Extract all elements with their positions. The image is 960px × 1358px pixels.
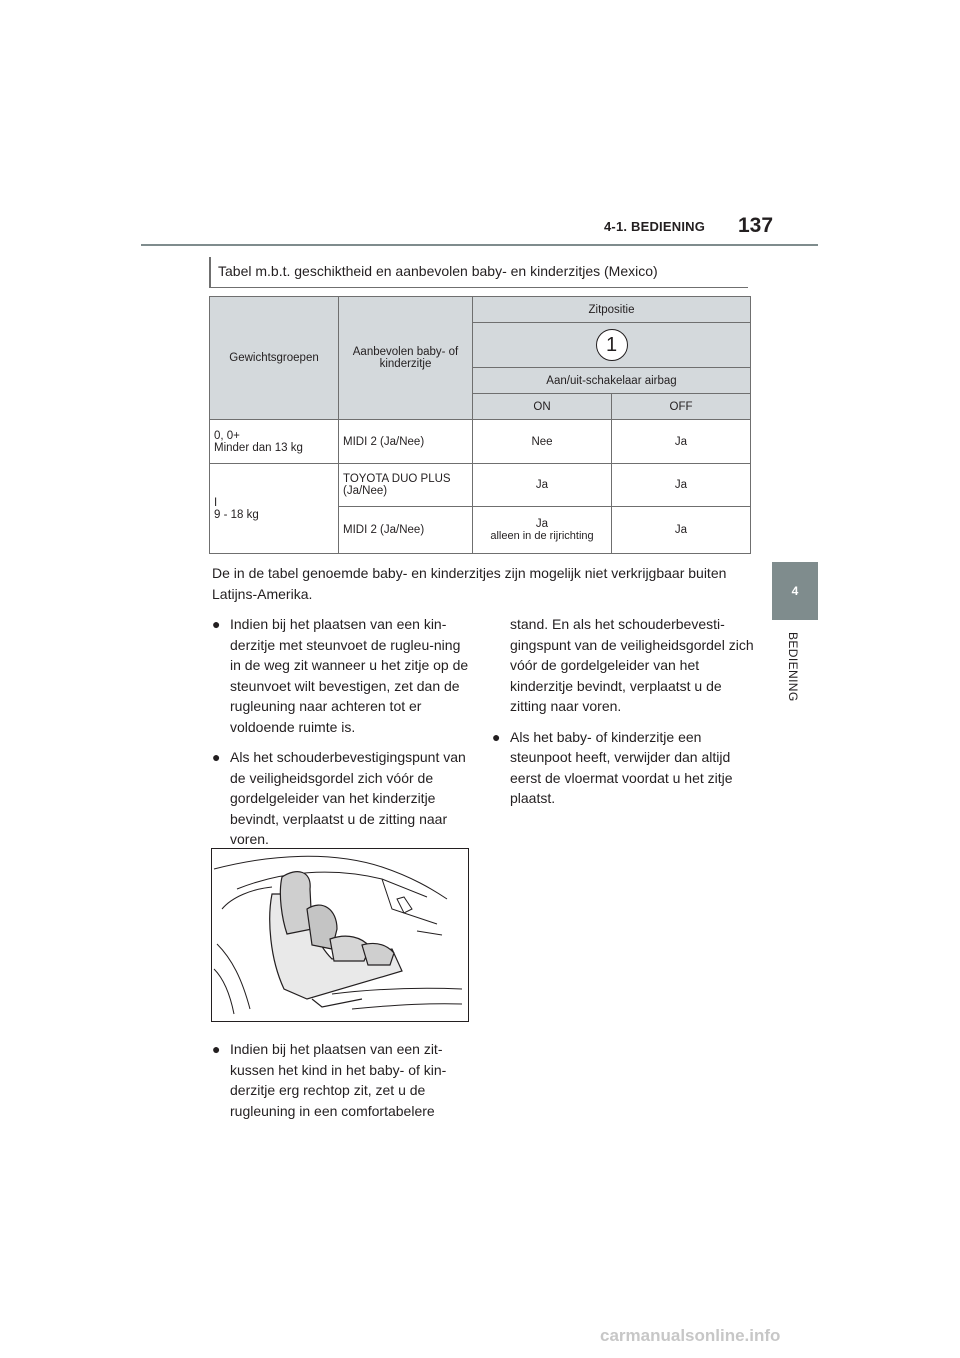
header-recommended-seat: Aanbevolen baby- of kinderzitje [339,297,473,420]
chapter-tab [772,562,818,620]
header-on: ON [473,394,612,420]
chapter-side-label: BEDIENING [786,632,800,702]
header-weight-groups: Gewichtsgroepen [210,297,339,420]
page-number: 137 [738,214,774,237]
on-cell: Nee [473,420,612,464]
table-row [210,420,751,464]
left-column [212,614,474,860]
on-cell: Ja [473,464,612,507]
list-item [212,747,474,850]
weight-group-range: 9 - 18 kg [214,508,259,521]
bullet-icon: ● [212,1041,221,1057]
off-cell: Ja [612,507,751,554]
header-airbag-switch: Aan/uit-schakelaar airbag [473,368,751,394]
bullet-text: Indien bij het plaatsen van een zit-kussen het kind in het baby- of kin-derzitje erg rechtop zit, zet u de rugleuning in een comfortabelere [230,1041,447,1119]
off-cell: Ja [612,420,751,464]
bullet-icon: ● [212,616,221,632]
bullet-icon: ● [212,749,221,765]
bullet-text: stand. En als het schouderbevesti-gingspunt van de veiligheidsgordel zich vóór de gordelgeleider van het kinderzitje bevindt, verplaatst u de zitting naar voren. [510,616,754,714]
left-column-bottom [212,1039,474,1131]
on-value: Ja [535,518,549,530]
continuation-text [492,614,754,717]
table-caption: Tabel m.b.t. geschiktheid en aanbevolen baby- en kinderzitjes (Mexico) [218,263,658,279]
bullet-text: Als het schouderbevestigingspunt van de veiligheidsgordel zich vóór de gordelgeleider van het kinderzitje bevindt, verplaatst u de zitting naar voren. [230,749,466,847]
child-seat-illustration [211,848,469,1022]
bullet-text: Als het baby- of kinderzitje een steunpoot heeft, verwijder dan altijd eerst de vloermat voordat u het zitje plaatst. [510,728,733,806]
on-note: alleen in de rijrichting [490,530,594,542]
suitability-table [209,296,751,554]
right-column [492,614,754,819]
on-cell [473,507,612,554]
weight-group-label: I [214,496,218,509]
header-rule [141,244,818,246]
list-item [212,614,474,737]
header-off: OFF [612,394,751,420]
header-seat-position: Zitpositie [473,297,751,323]
chapter-number: 4 [791,584,799,598]
car-seat-drawing [212,849,468,1021]
table-note: De in de tabel genoemde baby- en kinderzitjes zijn mogelijk niet verkrijgbaar buiten Latijns-Amerika. [212,565,727,602]
section-label: 4-1. BEDIENING [604,219,706,234]
weight-group-cell [210,464,339,554]
list-item [492,727,754,809]
header-position-cell [473,323,751,368]
off-cell: Ja [612,464,751,507]
bullet-icon: ● [492,728,501,745]
seat-cell: TOYOTA DUO PLUS (Ja/Nee) [339,464,473,507]
weight-group-label: 0, 0+ [214,429,240,442]
watermark: carmanualsonline.info [600,1326,781,1345]
seat-cell: MIDI 2 (Ja/Nee) [339,507,473,554]
weight-group-range: Minder dan 13 kg [214,441,303,454]
bullet-text: Indien bij het plaatsen van een kin-derzitje met steunvoet de rugleu-ning in de weg zit wanneer u het zitje op de steunvoet wilt bevestigen, zet dan de rugleuning naar achteren tot er voldoende ruimte is. [230,616,469,735]
weight-group-cell [210,420,339,464]
position-number-badge: 1 [596,329,628,361]
list-item [212,1039,474,1121]
table-row [210,464,751,507]
seat-cell: MIDI 2 (Ja/Nee) [339,420,473,464]
